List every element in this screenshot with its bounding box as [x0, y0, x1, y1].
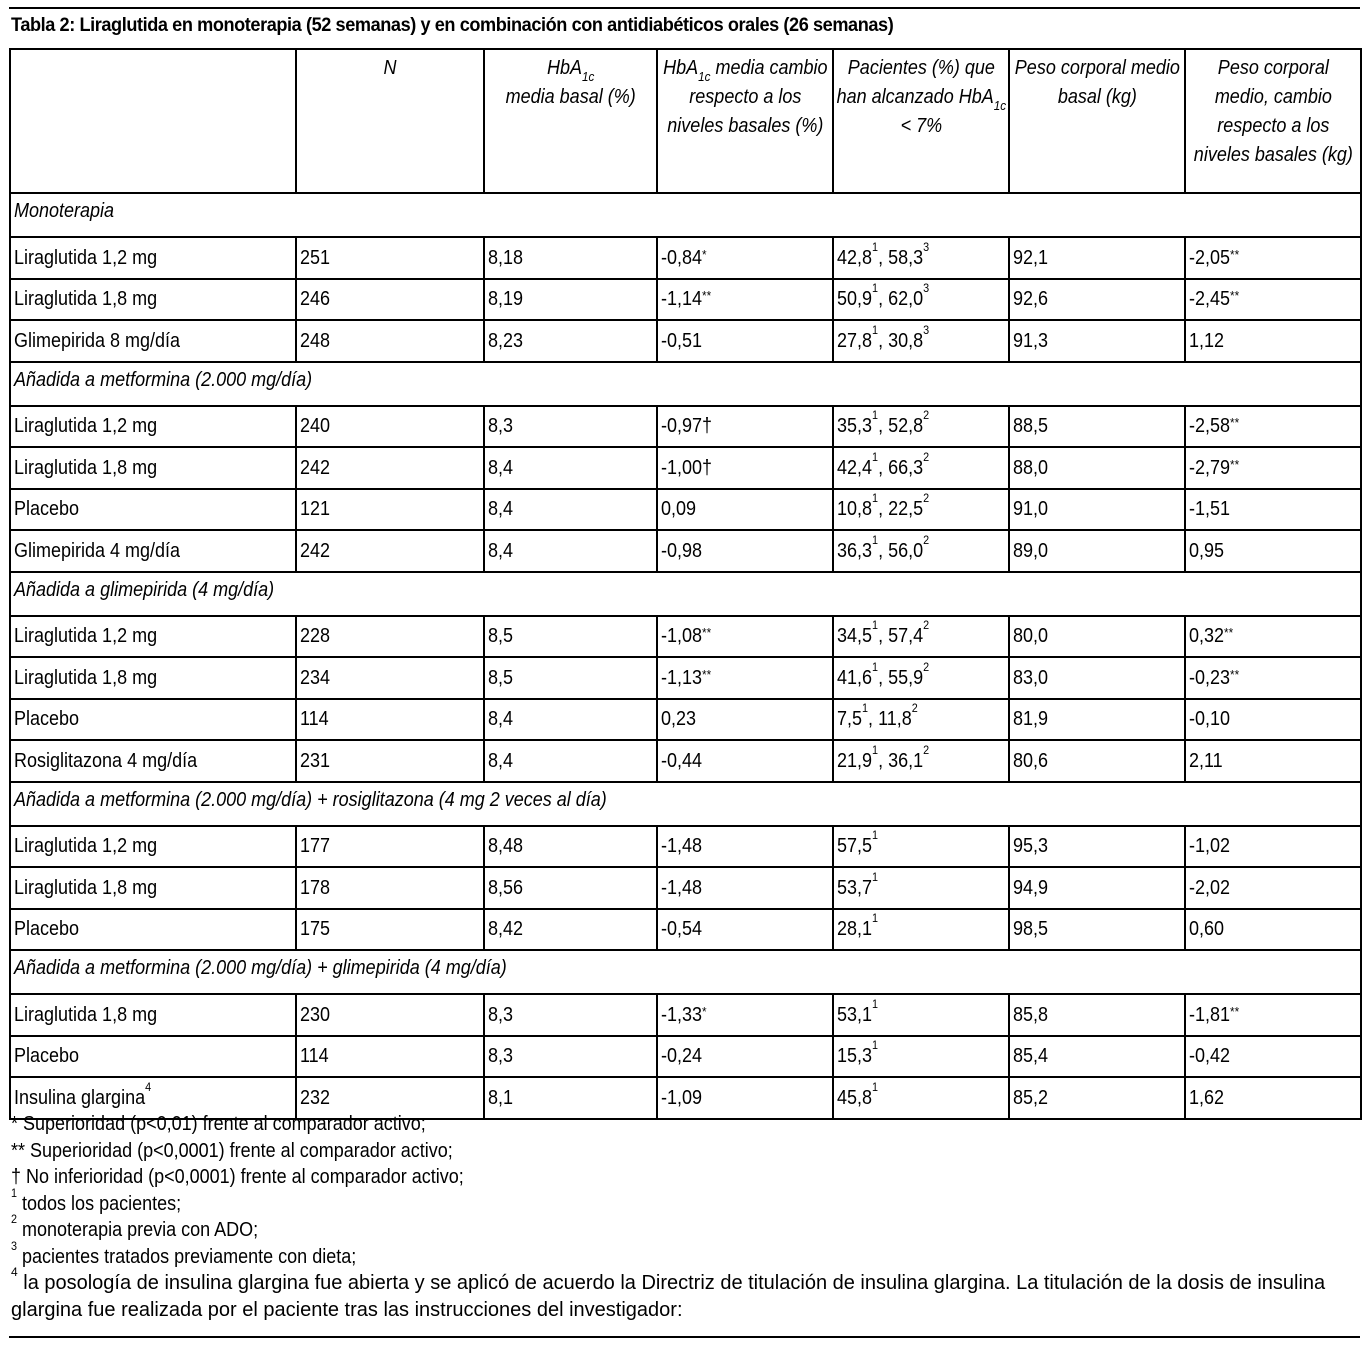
cell-hba1c-basal: 8,4 [484, 699, 657, 741]
cell-weight-change: -0,23** [1185, 657, 1361, 699]
cell-hba1c-change: -0,84* [657, 237, 833, 279]
section-label: Añadida a metformina (2.000 mg/día) [10, 362, 1361, 406]
cell-hba1c-change: -0,98 [657, 530, 833, 572]
cell-n: 231 [296, 740, 484, 782]
cell-patients-target: 42,4$^1$, 66,3$^2$ [833, 447, 1009, 489]
cell-hba1c-change: -1,09 [657, 1077, 833, 1119]
cell-patients-target: 45,8$^1$ [833, 1077, 1009, 1119]
cell-weight-basal: 81,9 [1009, 699, 1185, 741]
cell-weight-basal: 85,8 [1009, 994, 1185, 1036]
cell-hba1c-basal: 8,5 [484, 616, 657, 658]
section-label: Añadida a glimepirida (4 mg/día) [10, 572, 1361, 616]
cell-hba1c-change: -1,08** [657, 616, 833, 658]
cell-n: 114 [296, 699, 484, 741]
cell-patients-target: 28,1$^1$ [833, 909, 1009, 951]
cell-treatment: Liraglutida 1,2 mg [10, 616, 296, 658]
cell-treatment: Placebo [10, 489, 296, 531]
cell-weight-basal: 85,2 [1009, 1077, 1185, 1119]
cell-n: 175 [296, 909, 484, 951]
cell-patients-target: $7,5^1$, 11,8$^2$ [833, 699, 1009, 741]
cell-hba1c-basal: 8,42 [484, 909, 657, 951]
cell-patients-target: 27,8$^1$, 30,8$^3$ [833, 320, 1009, 362]
header-treatment [10, 49, 296, 193]
table-row [10, 530, 1361, 572]
section-label: Añadida a metformina (2.000 mg/día) + rosiglitazona (4 mg 2 veces al día) [10, 782, 1361, 826]
cell-hba1c-basal: 8,4 [484, 530, 657, 572]
table-row [10, 657, 1361, 699]
cell-patients-target: 35,3$^1$, 52,8$^2$ [833, 406, 1009, 448]
cell-hba1c-change: -1,00† [657, 447, 833, 489]
header-weight-basal: Peso corporal medio basal (kg) [1009, 49, 1185, 193]
cell-weight-change: 0,60 [1185, 909, 1361, 951]
table-title: Tabla 2: Liraglutida en monoterapia (52 semanas) y en combinación con antidiabéticos orales (26 semanas) [11, 14, 894, 36]
cell-treatment: Rosiglitazona 4 mg/día [10, 740, 296, 782]
cell-treatment: Liraglutida 1,8 mg [10, 279, 296, 321]
cell-n: 251 [296, 237, 484, 279]
cell-hba1c-basal: 8,3 [484, 994, 657, 1036]
cell-weight-basal: 92,1 [1009, 237, 1185, 279]
header-hba1c-basal: HbA$_{1c}$ media basal (%) [484, 49, 657, 193]
cell-n: 248 [296, 320, 484, 362]
cell-hba1c-change: -0,51 [657, 320, 833, 362]
table-row [10, 237, 1361, 279]
cell-hba1c-change: 0,09 [657, 489, 833, 531]
section-row [10, 362, 1361, 406]
cell-weight-change: -2,45** [1185, 279, 1361, 321]
cell-n: 114 [296, 1036, 484, 1078]
cell-hba1c-change: -0,54 [657, 909, 833, 951]
table-row [10, 489, 1361, 531]
table-row [10, 909, 1361, 951]
table-row [10, 699, 1361, 741]
cell-treatment: Glimepirida 8 mg/día [10, 320, 296, 362]
cell-patients-target: 36,3$^1$, 56,0$^2$ [833, 530, 1009, 572]
cell-patients-target: 41,6$^1$, 55,9$^2$ [833, 657, 1009, 699]
cell-weight-basal: 95,3 [1009, 826, 1185, 868]
cell-weight-change: 1,12 [1185, 320, 1361, 362]
cell-hba1c-basal: 8,5 [484, 657, 657, 699]
cell-treatment: Liraglutida 1,2 mg [10, 406, 296, 448]
bottom-rule [9, 1336, 1360, 1338]
header-n: N [296, 49, 484, 193]
header-row [10, 49, 1361, 193]
cell-hba1c-basal: 8,3 [484, 406, 657, 448]
cell-weight-basal: 89,0 [1009, 530, 1185, 572]
cell-hba1c-basal: 8,23 [484, 320, 657, 362]
cell-hba1c-basal: 8,1 [484, 1077, 657, 1119]
cell-weight-basal: 80,6 [1009, 740, 1185, 782]
cell-weight-basal: 85,4 [1009, 1036, 1185, 1078]
cell-weight-basal: 98,5 [1009, 909, 1185, 951]
section-row [10, 572, 1361, 616]
table-row [10, 279, 1361, 321]
cell-weight-basal: 91,3 [1009, 320, 1185, 362]
cell-patients-target: 57,5$^1$ [833, 826, 1009, 868]
header-hba1c-change: HbA$_{1c}$ media cambio respecto a los niveles basales (%) [657, 49, 833, 193]
cell-patients-target: 21,9$^1$, 36,1$^2$ [833, 740, 1009, 782]
footnote: * Superioridad (p<0,01) frente al comparador activo; [11, 1113, 426, 1135]
cell-patients-target: 15,3$^1$ [833, 1036, 1009, 1078]
cell-n: 246 [296, 279, 484, 321]
footnote: $^4$ la posología de insulina glargina fue abierta y se aplicó de acuerdo la Directriz de titulación de insulina glargina. La titulación de la dosis de insulina glargina fue realizada por el paciente tras las instrucciones del investigador: [11, 1265, 1326, 1321]
cell-weight-change: -1,02 [1185, 826, 1361, 868]
cell-n: 177 [296, 826, 484, 868]
cell-weight-change: -2,05** [1185, 237, 1361, 279]
cell-weight-basal: 88,0 [1009, 447, 1185, 489]
table-row [10, 447, 1361, 489]
cell-hba1c-basal: 8,4 [484, 489, 657, 531]
cell-treatment: Glimepirida 4 mg/día [10, 530, 296, 572]
cell-weight-basal: 92,6 [1009, 279, 1185, 321]
cell-patients-target: 53,7$^1$ [833, 867, 1009, 909]
cell-n: 234 [296, 657, 484, 699]
cell-n: 242 [296, 447, 484, 489]
cell-hba1c-change: -1,48 [657, 826, 833, 868]
cell-treatment: Liraglutida 1,8 mg [10, 447, 296, 489]
cell-patients-target: 10,8$^1$, 22,5$^2$ [833, 489, 1009, 531]
cell-weight-change: -2,58** [1185, 406, 1361, 448]
table-row [10, 1036, 1361, 1078]
table-row [10, 406, 1361, 448]
footnotes [11, 1111, 1361, 1323]
cell-hba1c-basal: 8,4 [484, 740, 657, 782]
cell-patients-target: 50,9$^1$, 62,0$^3$ [833, 279, 1009, 321]
cell-hba1c-basal: 8,18 [484, 237, 657, 279]
cell-patients-target: 53,1$^1$ [833, 994, 1009, 1036]
table-row [10, 616, 1361, 658]
cell-hba1c-change: -1,48 [657, 867, 833, 909]
cell-weight-change: 2,11 [1185, 740, 1361, 782]
cell-weight-basal: 80,0 [1009, 616, 1185, 658]
table-row [10, 826, 1361, 868]
cell-treatment: Insulina glargina$^4$ [10, 1077, 296, 1119]
table-row [10, 994, 1361, 1036]
cell-hba1c-basal: 8,4 [484, 447, 657, 489]
footnote: $^1$ todos los pacientes; [11, 1185, 182, 1215]
section-row [10, 782, 1361, 826]
cell-treatment: Liraglutida 1,8 mg [10, 867, 296, 909]
footnote: $^3$ pacientes tratados previamente con dieta; [11, 1238, 357, 1268]
cell-treatment: Placebo [10, 909, 296, 951]
cell-hba1c-change: -1,33* [657, 994, 833, 1036]
cell-hba1c-basal: 8,48 [484, 826, 657, 868]
header-weight-change: Peso corporal medio, cambio respecto a los niveles basales (kg) [1185, 49, 1361, 193]
cell-treatment: Liraglutida 1,2 mg [10, 826, 296, 868]
cell-treatment: Placebo [10, 1036, 296, 1078]
cell-treatment: Placebo [10, 699, 296, 741]
cell-hba1c-change: -1,14** [657, 279, 833, 321]
cell-weight-basal: 83,0 [1009, 657, 1185, 699]
cell-hba1c-change: -0,44 [657, 740, 833, 782]
section-row [10, 950, 1361, 994]
cell-hba1c-change: 0,23 [657, 699, 833, 741]
cell-hba1c-change: -0,24 [657, 1036, 833, 1078]
cell-n: 240 [296, 406, 484, 448]
cell-hba1c-basal: 8,19 [484, 279, 657, 321]
cell-patients-target: 42,8$^1$, 58,3$^3$ [833, 237, 1009, 279]
table-row [10, 740, 1361, 782]
footnote: † No inferioridad (p<0,0001) frente al comparador activo; [11, 1166, 464, 1188]
cell-treatment: Liraglutida 1,8 mg [10, 657, 296, 699]
cell-n: 242 [296, 530, 484, 572]
cell-weight-change: -0,42 [1185, 1036, 1361, 1078]
cell-patients-target: 34,5$^1$, 57,4$^2$ [833, 616, 1009, 658]
cell-weight-basal: 94,9 [1009, 867, 1185, 909]
cell-weight-change: -2,79** [1185, 447, 1361, 489]
cell-hba1c-basal: 8,56 [484, 867, 657, 909]
footnote: ** Superioridad (p<0,0001) frente al comparador activo; [11, 1139, 453, 1162]
footnote: $^2$ monoterapia previa con ADO; [11, 1212, 259, 1241]
cell-weight-basal: 91,0 [1009, 489, 1185, 531]
cell-n: 178 [296, 867, 484, 909]
cell-n: 230 [296, 994, 484, 1036]
cell-hba1c-basal: 8,3 [484, 1036, 657, 1078]
cell-weight-change: 0,95 [1185, 530, 1361, 572]
section-label: Monoterapia [10, 193, 1361, 237]
cell-weight-change: -2,02 [1185, 867, 1361, 909]
cell-n: 121 [296, 489, 484, 531]
cell-weight-change: 0,32** [1185, 616, 1361, 658]
section-row [10, 193, 1361, 237]
cell-weight-change: -0,10 [1185, 699, 1361, 741]
results-table [9, 48, 1362, 1120]
header-patients-target: Pacientes (%) que han alcanzado HbA$_{1c}$ < 7% [833, 49, 1009, 193]
cell-n: 228 [296, 616, 484, 658]
cell-weight-basal: 88,5 [1009, 406, 1185, 448]
cell-hba1c-change: -0,97† [657, 406, 833, 448]
cell-weight-change: 1,62 [1185, 1077, 1361, 1119]
table-body [10, 193, 1361, 1119]
cell-n: 232 [296, 1077, 484, 1119]
cell-weight-change: -1,51 [1185, 489, 1361, 531]
top-rule [9, 7, 1360, 9]
section-label: Añadida a metformina (2.000 mg/día) + glimepirida (4 mg/día) [10, 950, 1361, 994]
table-row [10, 320, 1361, 362]
cell-weight-change: -1,81** [1185, 994, 1361, 1036]
cell-hba1c-change: -1,13** [657, 657, 833, 699]
table-row [10, 867, 1361, 909]
cell-treatment: Liraglutida 1,2 mg [10, 237, 296, 279]
cell-treatment: Liraglutida 1,8 mg [10, 994, 296, 1036]
